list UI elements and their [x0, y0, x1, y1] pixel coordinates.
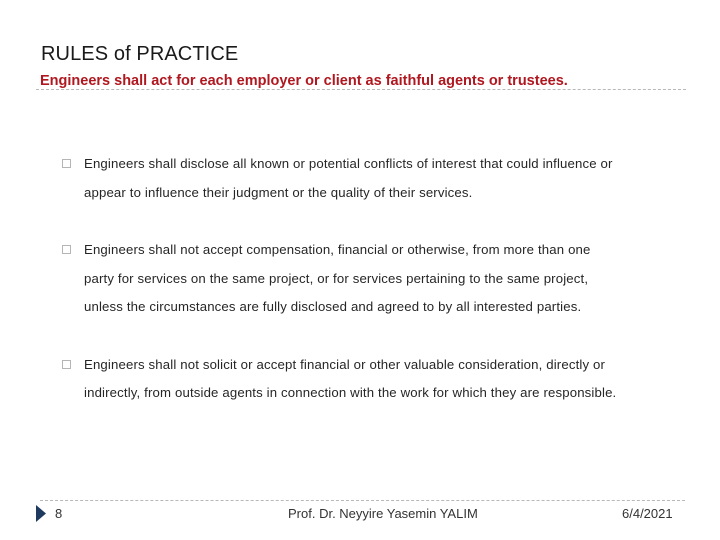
square-bullet-icon — [62, 245, 71, 254]
bullet-list — [60, 150, 690, 408]
footer-divider — [40, 500, 685, 501]
bullet-item — [60, 351, 690, 408]
slide-subtitle: Engineers shall act for each employer or client as faithful agents or trustees. — [40, 73, 568, 89]
bullet-line: Engineers shall not accept compensation, financial or otherwise, from more than one — [84, 242, 591, 257]
footer-author: Prof. Dr. Neyyire Yasemin YALIM — [288, 506, 478, 521]
bullet-line: appear to influence their judgment or the quality of their services. — [84, 184, 473, 200]
square-bullet-icon — [62, 159, 71, 168]
header-divider — [36, 89, 686, 90]
page-number: 8 — [55, 506, 63, 521]
square-bullet-icon — [62, 360, 71, 369]
bullet-line: unless the circumstances are fully disclosed and agreed to by all interested parties. — [84, 299, 582, 314]
triangle-right-icon — [36, 505, 46, 522]
bullet-line: Engineers shall disclose all known or potential conflicts of interest that could influence or — [84, 156, 613, 171]
footer-date: 6/4/2021 — [622, 506, 673, 521]
bullet-line: indirectly, from outside agents in connection with the work for which they are responsible. — [84, 385, 617, 400]
bullet-item — [60, 236, 690, 322]
bullet-line: Engineers shall not solicit or accept financial or other valuable consideration, directly or — [84, 356, 606, 372]
bullet-item — [60, 150, 690, 207]
bullet-line: party for services on the same project, or for services pertaining to the same project, — [84, 270, 589, 286]
slide-title: RULES of PRACTICE — [41, 43, 239, 65]
